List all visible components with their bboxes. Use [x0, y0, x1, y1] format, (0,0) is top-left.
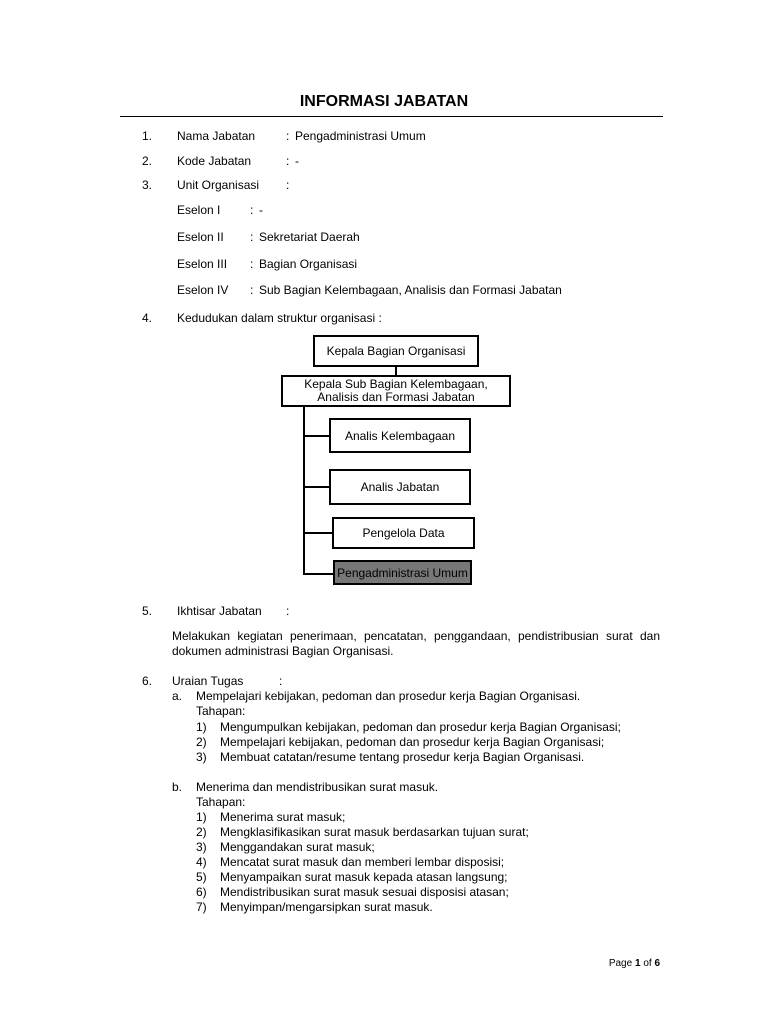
org-box-analis-kelembagaan — [329, 418, 471, 453]
colon: : — [286, 129, 290, 143]
label-eselon-3: Eselon III — [177, 257, 228, 271]
step-number: 7) — [196, 900, 207, 914]
footer-of-word: of — [643, 958, 652, 969]
step-number: 2) — [196, 735, 207, 749]
step-number: 1) — [196, 810, 207, 824]
org-connector — [395, 367, 397, 375]
value-eselon-4: Sub Bagian Kelembagaan, Analisis dan Formasi Jabatan — [259, 283, 562, 297]
footer-page-total: 6 — [654, 958, 660, 969]
org-box-kepala-bagian — [313, 335, 479, 367]
colon: : — [286, 154, 290, 168]
item-number-2: 2. — [142, 154, 153, 168]
org-branch-line — [303, 573, 334, 575]
tahapan-label: Tahapan: — [196, 795, 246, 809]
page-title: INFORMASI JABATAN — [299, 93, 469, 110]
org-branch-line — [303, 532, 333, 534]
tahapan-label: Tahapan: — [196, 704, 246, 718]
step-number: 4) — [196, 855, 207, 869]
step-number: 2) — [196, 825, 207, 839]
colon: : — [286, 604, 290, 618]
org-box-label: Pengelola Data — [362, 526, 445, 540]
value-eselon-2: Sekretariat Daerah — [259, 230, 360, 244]
step-number: 1) — [196, 720, 207, 734]
label-ikhtisar-jabatan: Ikhtisar Jabatan — [177, 604, 262, 618]
label-nama-jabatan: Nama Jabatan — [177, 129, 256, 143]
org-box-label: Analis Jabatan — [360, 480, 440, 494]
org-box-label: Kepala Bagian Organisasi — [326, 344, 466, 358]
org-box-label: Kepala Sub Bagian Kelembagaan, — [304, 377, 488, 391]
step-text: Mendistribusikan surat masuk sesuai disposisi atasan; — [220, 885, 509, 899]
title-rule — [120, 116, 663, 117]
item-number-1: 1. — [142, 129, 153, 143]
colon: : — [250, 203, 254, 217]
label-eselon-2: Eselon II — [177, 230, 224, 244]
colon: : — [250, 257, 254, 271]
label-eselon-4: Eselon IV — [177, 283, 229, 297]
org-box-pengelola-data — [332, 517, 475, 549]
task-letter: a. — [172, 689, 183, 703]
ikhtisar-paragraph: Melakukan kegiatan penerimaan, pencatatan, penggandaan, pendistribusian surat dan dokumen administrasi Bagian Organisasi. — [172, 629, 660, 658]
org-box-label: Analis Kelembagaan — [344, 428, 456, 443]
value-eselon-3: Bagian Organisasi — [259, 257, 358, 271]
step-number: 6) — [196, 885, 207, 899]
label-uraian-tugas: Uraian Tugas — [172, 674, 244, 688]
step-text: Mengumpulkan kebijakan, pedoman dan prosedur kerja Bagian Organisasi; — [220, 720, 621, 734]
label-eselon-1: Eselon I — [177, 203, 221, 217]
colon: : — [250, 283, 254, 297]
task-b-text: Menerima dan mendistribusikan surat masuk. — [196, 780, 439, 794]
value-kode-jabatan: - — [295, 154, 299, 168]
step-text: Membuat catatan/resume tentang prosedur kerja Bagian Organisasi. — [220, 750, 585, 764]
step-text: Mencatat surat masuk dan memberi lembar disposisi; — [220, 855, 505, 869]
org-box-pengadministrasi-umum — [333, 560, 472, 585]
task-letter: b. — [172, 780, 183, 794]
label-kode-jabatan: Kode Jabatan — [177, 154, 252, 168]
page-footer — [609, 958, 660, 969]
step-number: 3) — [196, 750, 207, 764]
step-number: 5) — [196, 870, 207, 884]
step-text: Menyampaikan surat masuk kepada atasan langsung; — [220, 870, 508, 884]
step-text: Menerima surat masuk; — [220, 810, 346, 824]
org-branch-line — [303, 486, 330, 488]
footer-page-number: 1 — [634, 958, 641, 969]
item-number-4: 4. — [142, 311, 153, 325]
org-branch-line — [303, 435, 330, 437]
footer-page-word: Page — [608, 958, 633, 969]
value-eselon-1: - — [259, 203, 263, 217]
step-text: Menyimpan/mengarsipkan surat masuk. — [220, 900, 433, 914]
colon: : — [250, 230, 254, 244]
step-text: Mempelajari kebijakan, pedoman dan prosedur kerja Bagian Organisasi; — [220, 735, 605, 749]
step-number: 3) — [196, 840, 207, 854]
org-box-label: Analisis dan Formasi Jabatan — [317, 390, 475, 404]
org-trunk-line — [303, 407, 305, 575]
label-kedudukan: Kedudukan dalam struktur organisasi : — [177, 311, 382, 325]
org-box-analis-jabatan — [329, 469, 471, 505]
value-nama-jabatan: Pengadministrasi Umum — [295, 129, 426, 143]
org-box-kepala-sub-bagian — [281, 375, 511, 407]
step-text: Mengklasifikasikan surat masuk berdasarkan tujuan surat; — [220, 825, 529, 839]
org-box-label: Pengadministrasi Umum — [337, 565, 468, 580]
task-a-text: Mempelajari kebijakan, pedoman dan prosedur kerja Bagian Organisasi. — [196, 689, 581, 703]
item-number-6: 6. — [142, 674, 153, 688]
item-number-5: 5. — [142, 604, 153, 618]
item-number-3: 3. — [142, 178, 153, 192]
colon: : — [279, 674, 283, 688]
colon: : — [286, 178, 290, 192]
step-text: Menggandakan surat masuk; — [220, 840, 375, 854]
label-unit-organisasi: Unit Organisasi — [177, 178, 260, 192]
